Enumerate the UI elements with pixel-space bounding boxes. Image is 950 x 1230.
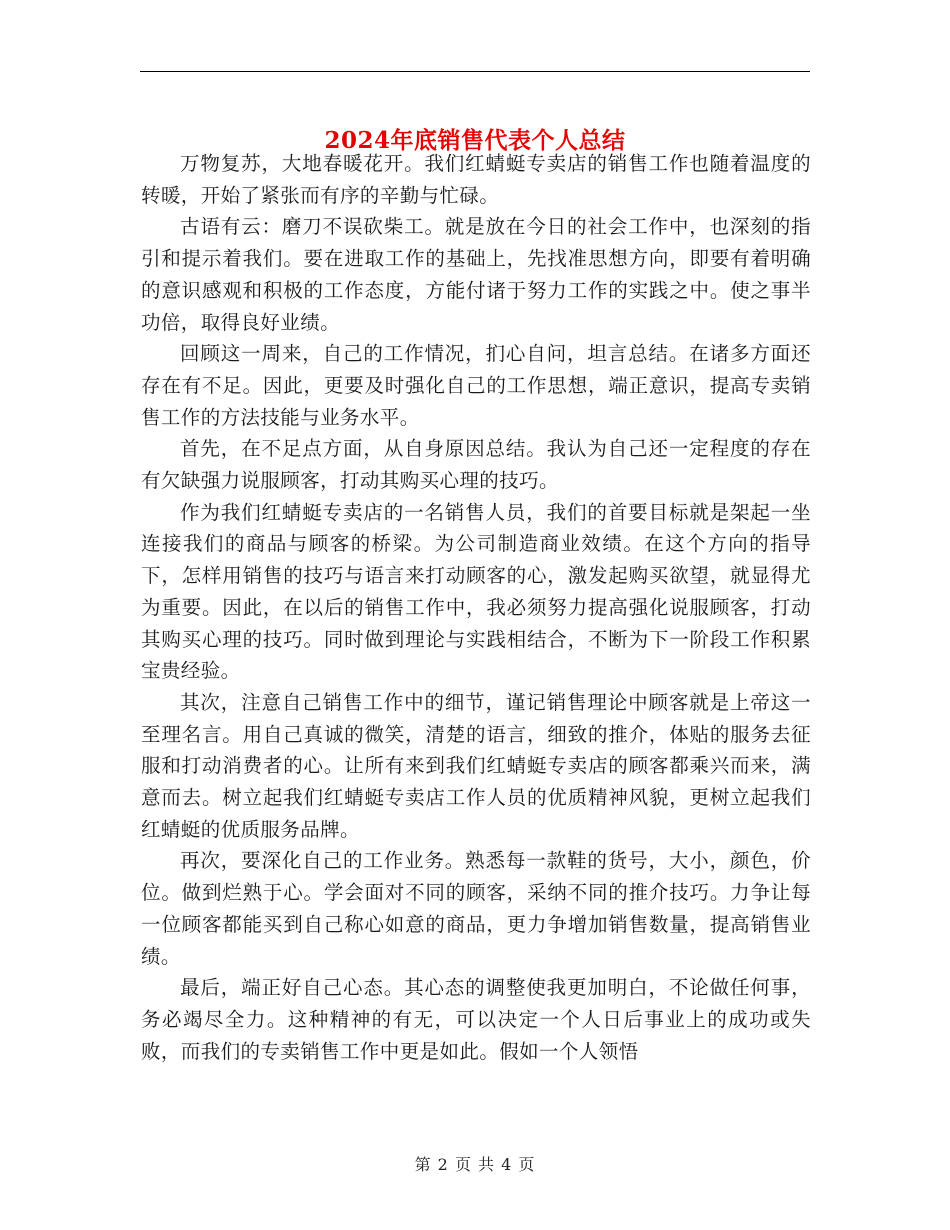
paragraph: 最后，端正好自己心态。其心态的调整使我更加明白，不论做任何事，务必竭尽全力。这种精神的有无，可以决定一个人日后事业上的成功或失败，而我们的专卖销售工作中更是如此。假如一个人领悟: [141, 976, 811, 1063]
paragraph: 其次，注意自己销售工作中的细节，谨记销售理论中顾客就是上帝这一至理名言。用自己真诚的微笑，清楚的语言，细致的推介，体贴的服务去征服和打动消费者的心。让所有来到我们红蜻蜓专卖店的顾客都乘兴而来，满意而去。树立起我们红蜻蜓专卖店工作人员的优质精神风貌，更树立起我们红蜻蜓的优质服务品牌。: [141, 690, 811, 841]
paragraph: 万物复苏，大地春暖花开。我们红蜻蜓专卖店的销售工作也随着温度的转暖，开始了紧张而有序的辛勤与忙碌。: [141, 152, 811, 207]
paragraph: 首先，在不足点方面，从自身原因总结。我认为自己还一定程度的存在有欠缺强力说服顾客，打动其购买心理的技巧。: [141, 437, 811, 493]
header-rule: [140, 71, 810, 72]
document-title: 2024年底销售代表个人总结: [324, 127, 626, 155]
paragraph: 古语有云：磨刀不误砍柴工。就是放在今日的社会工作中，也深刻的指引和提示着我们。要在进取工作的基础上，先找准思想方向，即要有着明确的意识感观和积极的工作态度，方能付诸于努力工作的实践之中。使之事半功倍，取得良好业绩。: [141, 215, 811, 334]
paragraph: 回顾这一周来，自己的工作情况，扪心自问，坦言总结。在诸多方面还存在有不足。因此，更要及时强化自己的工作思想，端正意识，提高专卖销售工作的方法技能与业务水平。: [141, 342, 811, 429]
page-number: 第 2 页 共 4 页: [414, 1155, 536, 1174]
paragraph: 再次，要深化自己的工作业务。熟悉每一款鞋的货号，大小，颜色，价位。做到烂熟于心。学会面对不同的顾客，采纳不同的推介技巧。力争让每一位顾客都能买到自己称心如意的商品，更力争增加销售数量，提高销售业绩。: [141, 849, 811, 968]
document-body: [141, 148, 811, 1067]
paragraph: 作为我们红蜻蜓专卖店的一名销售人员，我们的首要目标就是架起一坐连接我们的商品与顾客的桥梁。为公司制造商业效绩。在这个方向的指导下，怎样用销售的技巧与语言来打动顾客的心，激发起购买欲望，就显得尤为重要。因此，在以后的销售工作中，我必须努力提高强化说服顾客，打动其购买心理的技巧。同时做到理论与实践相结合，不断为下一阶段工作积累宝贵经验。: [141, 500, 811, 683]
